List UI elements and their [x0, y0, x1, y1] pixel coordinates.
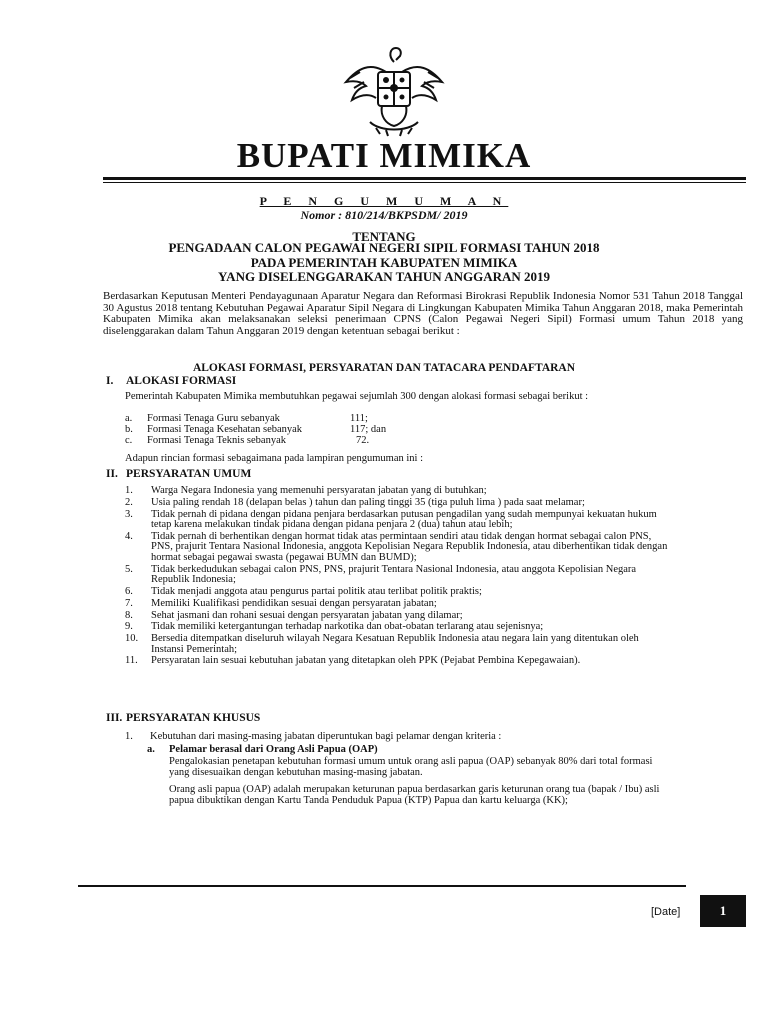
- section-title: ALOKASI FORMASI: [126, 375, 237, 387]
- formation-value: 111;: [350, 413, 368, 424]
- list-item: 1. Warga Negara Indonesia yang memenuhi persyaratan jabatan yang di butuhkan;: [125, 485, 487, 496]
- section-title: PERSYARATAN KHUSUS: [126, 712, 261, 724]
- formation-value: 72.: [356, 435, 370, 446]
- list-item: 9. Tidak memiliki ketergantungan terhadap narkotika dan obat-obatan terlarang atau sejenisnya;: [125, 621, 544, 633]
- formation-letter: c.: [125, 435, 133, 446]
- formation-letter: a.: [125, 413, 133, 424]
- section-number: II.: [106, 468, 118, 480]
- list-item: 6. Tidak menjadi anggota atau pengurus partai politik atau terlibat politik praktis;: [125, 585, 482, 597]
- list-item: 7. Memiliki Kualifikasi pendidikan sesuai dengan persyaratan jabatan;: [125, 597, 437, 609]
- announcement-heading-line: PADA PEMERINTAH KABUPATEN MIMIKA: [250, 255, 518, 270]
- announcement-label: P E N G U M U M A N: [259, 194, 509, 208]
- announcement-heading-line: YANG DISELENGGARAKAN TAHUN ANGGARAN 2019: [217, 269, 551, 284]
- list-item: 3. Tidak pernah di pidana dengan pidana penjara berdasarkan putusan pengadilan yang sudah mempunyai kekuatan hukum tetap karena melakukan tindak pidana dengan pidana penjara 2 (dua) tahun atau lebih;: [125, 508, 657, 531]
- title-divider: [103, 177, 746, 180]
- general-requirements-list: [125, 486, 670, 668]
- list-item: 10. Bersedia ditempatkan diseluruh wilayah Negara Kesatuan Republik Indonesia atau negara lain yang ditentukan oleh Instansi Pemerintah;: [125, 633, 639, 655]
- page-number: 1: [700, 895, 746, 927]
- oap-heading: a. Pelamar berasal dari Orang Asli Papua (OAP): [147, 744, 378, 755]
- formation-label: Formasi Tenaga Teknis sebanyak: [147, 435, 286, 446]
- list-item: 11. Persyaratan lain sesuai kebutuhan jabatan yang ditetapkan oleh PPK (Pejabat Pembina Kepegawaian).: [125, 655, 581, 667]
- formation-value: 117; dan: [350, 424, 387, 435]
- section-number: I.: [106, 375, 114, 387]
- list-item: 4. Tidak pernah di berhentikan dengan hormat tidak atas permintaan sendiri atau tidak dengan hormat sebagai calon PNS, PNS, prajurit Tentara Nasional Indonesia, anggota Kepolisian Negara Republik Indonesia, atau diberhentikan tidak dengan hormat sebagai pegawai swasta (pegawai BUMN dan BUMD);: [125, 530, 668, 563]
- special-requirement-item: 1. Kebutuhan dari masing-masing jabatan diperuntukan bagi pelamar dengan kriteria :: [125, 731, 502, 742]
- section-1-heading: [106, 375, 236, 387]
- document-title: BUPATI MIMIKA: [236, 136, 532, 175]
- section-number: III.: [106, 712, 123, 724]
- list-item: 2. Usia paling rendah 18 (delapan belas ) tahun dan paling tinggi 35 (tiga puluh lima ) pada saat melamar;: [125, 496, 585, 508]
- oap-paragraph: Orang asli papua (OAP) adalah merupakan keturunan papua berdasarkan garis keturunan orang tua (bapak / Ibu) asli papua dibuktikan dengan Kartu Tanda Penduduk Papua (KTP) Papua dan kartu keluarga (KK);: [169, 784, 660, 806]
- announcement-number: Nomor : 810/214/BKPSDM/ 2019: [300, 208, 468, 222]
- intro-paragraph: Berdasarkan Keputusan Menteri Pendayagunaan Aparatur Negara dan Reformasi Birokrasi Republik Indonesia Nomor 531 Tahun 2018 Tanggal 30 Agustus 2018 tentang Kebutuhan Pegawai Aparatur Sipil Negara di Lingkungan Kabupaten Mimika Tahun Anggaran 2018, maka Pemerintah Kabupaten Mimika akan melaksanakan seleksi penerimaan CPNS (Calon Pegawai Negeri Sipil) Formasi umum Tahun 2018 yang diselenggarakan dalam Tahun Anggaran 2019 dengan ketentuan sebagai berikut :: [103, 290, 743, 338]
- section-3-heading: [106, 712, 260, 724]
- section-subheading: ALOKASI FORMASI, PERSYARATAN DAN TATACARA PENDAFTARAN: [192, 362, 576, 374]
- section-1-paragraph: Pemerintah Kabupaten Mimika membutuhkan pegawai sejumlah 300 dengan alokasi formasi sebagai berikut :: [125, 391, 589, 402]
- formation-letter: b.: [125, 424, 133, 435]
- formation-label: Formasi Tenaga Kesehatan sebanyak: [147, 424, 303, 435]
- garuda-emblem-icon: [340, 42, 448, 138]
- formation-note: Adapun rincian formasi sebagaimana pada lampiran pengumuman ini :: [125, 453, 423, 464]
- section-title: PERSYARATAN UMUM: [126, 468, 252, 480]
- list-item: 5. Tidak berkedudukan sebagai calon PNS, PNS, prajurit Tentara Nasional Indonesia, atau anggota Kepolisian Negara Republik Indonesia;: [125, 563, 637, 586]
- oap-paragraph: Pengalokasian penetapan kebutuhan formasi umum untuk orang asli papua (OAP) sebanyak 80% dari total formasi yang disesuaikan dengan kebutuhan masing-masing jabatan.: [169, 756, 653, 778]
- title-divider-thin: [103, 182, 746, 183]
- list-item: 8. Sehat jasmani dan rohani sesuai dengan persyaratan jabatan yang dilamar;: [125, 609, 463, 621]
- formation-label: Formasi Tenaga Guru sebanyak: [147, 413, 280, 424]
- announcement-heading-line: PENGADAAN CALON PEGAWAI NEGERI SIPIL FORMASI TAHUN 2018: [168, 240, 600, 255]
- section-2-heading: [106, 468, 251, 480]
- footer-date: [Date]: [651, 906, 681, 918]
- footer-divider: [78, 885, 686, 887]
- tentang-label: TENTANG: [352, 229, 416, 244]
